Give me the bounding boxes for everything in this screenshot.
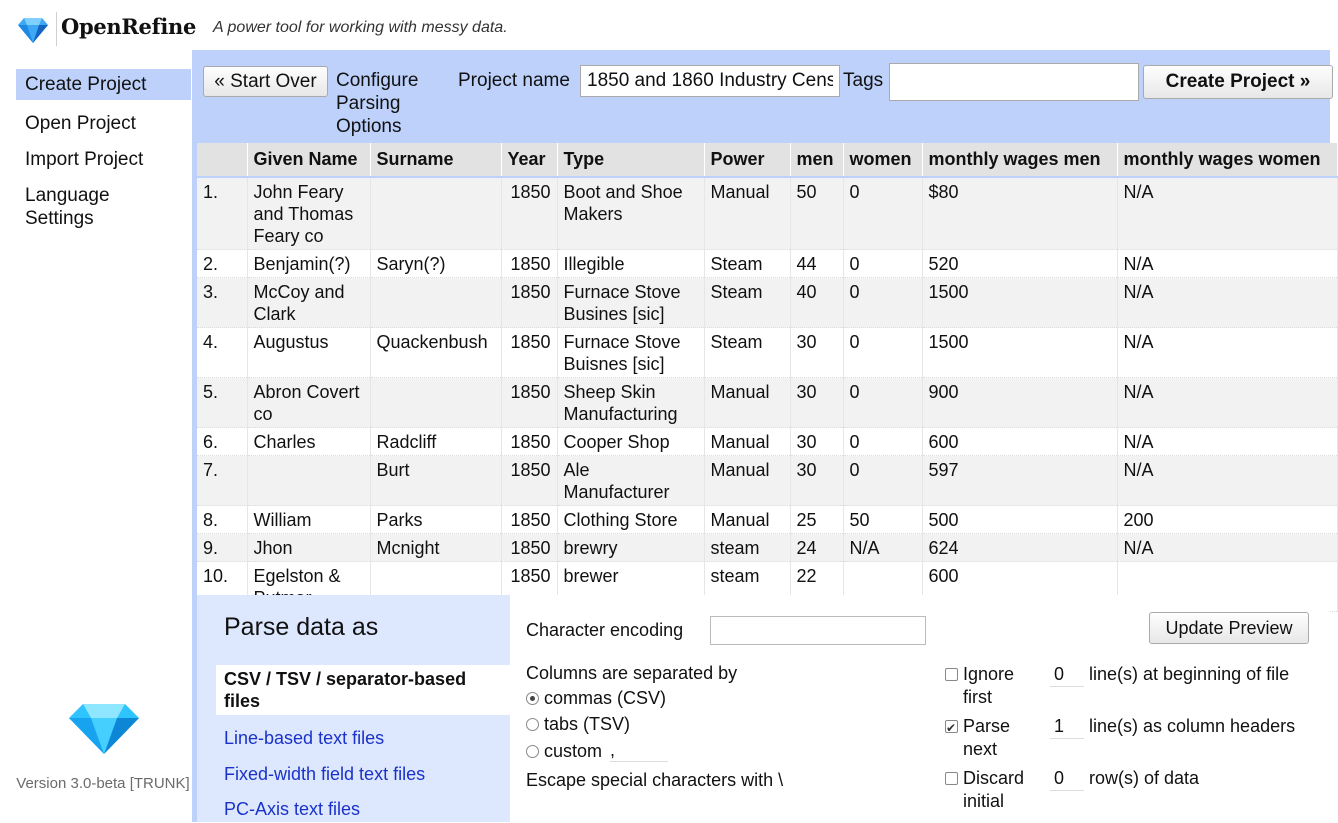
table-cell-men: 40 [790,278,843,328]
column-header-year: Year [501,143,557,177]
format-options [510,595,1330,822]
format-line-based[interactable]: Line-based text files [224,728,385,748]
table-cell-men: 50 [790,177,843,250]
radio-button[interactable] [526,745,539,758]
nav-create-project[interactable]: Create Project [16,69,191,100]
parse-header-suffix: line(s) as column headers [1089,716,1296,736]
preview-table [197,143,1338,612]
format-csv-tsv[interactable]: CSV / TSV / separator-based files [216,665,511,715]
tags-label: Tags [843,70,884,91]
table-cell-year: 1850 [501,428,557,456]
table-cell-year: 1850 [501,534,557,562]
table-cell-power: Steam [704,250,790,278]
table-cell-power: steam [704,534,790,562]
table-cell-monthly-wages-men: $80 [922,177,1117,250]
table-cell-monthly-wages-men: 900 [922,378,1117,428]
table-cell-given-name [247,456,370,506]
logo-divider [56,12,57,46]
table-cell-given-name: Charles [247,428,370,456]
table-row [197,378,1337,428]
discard-rows-checkbox[interactable] [945,772,958,785]
separator-tabs-option[interactable] [526,714,630,735]
parse-header-checkbox[interactable] [945,720,958,733]
separator-commas-option[interactable] [526,688,666,709]
table-cell-men: 44 [790,250,843,278]
parsing-toolbar [192,50,1330,142]
table-cell-women: 0 [843,278,922,328]
column-header-power: Power [704,143,790,177]
table-cell-monthly-wages-men: 1500 [922,278,1117,328]
column-header-monthly-wages-women: monthly wages women [1117,143,1337,177]
table-cell-type: Furnace Stove Busines [sic] [557,278,704,328]
nav-import-project[interactable]: Import Project [25,149,144,170]
table-cell-type: Illegible [557,250,704,278]
table-cell-year: 1850 [501,328,557,378]
table-cell-monthly-wages-men: 500 [922,506,1117,534]
start-over-button[interactable]: « Start Over [203,66,328,97]
table-cell-monthly-wages-women: N/A [1117,378,1337,428]
ignore-lines-label: Ignore first [963,664,1015,707]
ignore-lines-checkbox[interactable] [945,668,958,681]
discard-rows-input[interactable]: 0 [1050,767,1084,791]
custom-separator-input[interactable]: , [610,740,668,762]
table-cell-surname [370,177,501,250]
character-encoding-label: Character encoding [526,620,684,640]
nav-language-settings[interactable]: Language Settings [25,185,110,229]
table-row [197,250,1337,278]
version-text: Version 3.0-beta [TRUNK] [16,775,190,792]
table-cell-men: 30 [790,456,843,506]
table-row [197,534,1337,562]
table-cell-year: 1850 [501,562,557,612]
table-cell-surname: Quackenbush [370,328,501,378]
table-cell-men: 30 [790,378,843,428]
table-cell-monthly-wages-women: N/A [1117,177,1337,250]
table-cell-women: 0 [843,428,922,456]
table-cell-row-number: 3. [197,278,247,328]
ignore-lines-option [945,663,1325,711]
app-tagline: A power tool for working with messy data. [213,19,508,36]
table-cell-row-number: 6. [197,428,247,456]
column-header-surname: Surname [370,143,501,177]
table-cell-women: 0 [843,378,922,428]
table-cell-given-name: Augustus [247,328,370,378]
table-cell-power: Manual [704,378,790,428]
table-cell-monthly-wages-men: 600 [922,562,1117,612]
left-nav [0,50,192,822]
update-preview-button[interactable]: Update Preview [1149,612,1309,644]
column-header-women: women [843,143,922,177]
table-cell-given-name: Benjamin(?) [247,250,370,278]
table-cell-monthly-wages-women: N/A [1117,534,1337,562]
table-row [197,428,1337,456]
table-cell-monthly-wages-women: 200 [1117,506,1337,534]
table-row [197,177,1337,250]
table-cell-women: 0 [843,250,922,278]
table-cell-row-number: 4. [197,328,247,378]
format-fixed-width[interactable]: Fixed-width field text files [224,764,426,784]
table-cell-given-name: Egelston & [247,562,370,612]
table-row [197,506,1337,534]
diamond-logo-icon[interactable] [18,17,48,43]
diamond-icon [69,702,139,754]
table-row [197,328,1337,378]
app-header [0,0,1330,50]
format-pc-axis[interactable]: PC-Axis text files [224,799,361,819]
table-cell-surname: Mcnight [370,534,501,562]
separator-custom-label: custom [544,740,603,761]
table-cell-men: 30 [790,328,843,378]
separator-label: Columns are separated by [526,663,738,683]
table-cell-women: 0 [843,328,922,378]
radio-button-checked[interactable] [526,692,539,705]
column-header-monthly-wages-men: monthly wages men [922,143,1117,177]
app-logo-text[interactable]: OpenRefine [61,14,197,39]
table-cell-year: 1850 [501,506,557,534]
table-cell-year: 1850 [501,456,557,506]
table-cell-type: Clothing Store [557,506,704,534]
tags-input[interactable] [889,63,1139,101]
table-cell-given-name: Abron Covert co [247,378,370,428]
table-cell-monthly-wages-men: 600 [922,428,1117,456]
table-cell-surname: Saryn(?) [370,250,501,278]
table-cell-year: 1850 [501,177,557,250]
table-cell-row-number: 9. [197,534,247,562]
project-name-input[interactable] [580,65,840,97]
table-cell-type: Cooper Shop [557,428,704,456]
ignore-lines-input[interactable]: 0 [1050,663,1084,687]
table-cell-row-number: 8. [197,506,247,534]
table-cell-type: Ale Manufacturer [557,456,704,506]
parse-header-option [945,715,1325,763]
table-cell-power: Manual [704,177,790,250]
table-cell-power: Steam [704,328,790,378]
separator-tabs-label: tabs (TSV) [544,714,631,734]
table-cell-monthly-wages-women: N/A [1117,428,1337,456]
table-cell-row-number: 10. [197,562,247,612]
table-cell-power: Manual [704,428,790,456]
character-encoding-input[interactable] [710,616,926,645]
table-cell-year: 1850 [501,378,557,428]
table-cell-monthly-wages-men: 520 [922,250,1117,278]
table-cell-power: Manual [704,456,790,506]
table-cell-type: brewer [557,562,704,612]
table-cell-surname: Radcliff [370,428,501,456]
table-cell-monthly-wages-men: 1500 [922,328,1117,378]
table-cell-surname [370,378,501,428]
table-cell-women: 0 [843,177,922,250]
separator-commas-label: commas (CSV) [544,688,667,708]
table-cell-power: steam [704,562,790,612]
table-cell-monthly-wages-women: N/A [1117,456,1337,506]
main-panel [192,50,1330,822]
parse-options-panel [197,595,1330,822]
separator-custom-option[interactable] [526,740,668,762]
table-cell-men: 24 [790,534,843,562]
table-cell-monthly-wages-men: 624 [922,534,1117,562]
radio-button[interactable] [526,718,539,731]
column-header-given-name: Given Name [247,143,370,177]
table-cell-surname: Burt [370,456,501,506]
table-header-row [197,143,1337,177]
table-cell-type: Boot and Shoe Makers [557,177,704,250]
discard-rows-suffix: row(s) of data [1089,768,1200,788]
discard-rows-label: Discard initial [963,768,1025,811]
table-cell-given-name: Jhon [247,534,370,562]
table-cell-type: Furnace Stove Buisnes [sic] [557,328,704,378]
page-title: Configure Parsing Options [336,70,419,137]
table-cell-men: 30 [790,428,843,456]
table-cell-row-number: 5. [197,378,247,428]
escape-character-label: Escape special characters with \ [526,770,784,790]
table-cell-monthly-wages-women: N/A [1117,250,1337,278]
table-cell-row-number: 2. [197,250,247,278]
create-project-button[interactable]: Create Project » [1143,65,1333,99]
table-cell-power: Manual [704,506,790,534]
table-cell-surname: Parks [370,506,501,534]
table-cell-women: 0 [843,456,922,506]
table-cell-women: N/A [843,534,922,562]
table-cell-monthly-wages-women: N/A [1117,328,1337,378]
table-cell-given-name: William [247,506,370,534]
table-cell-women: 50 [843,506,922,534]
table-row [197,456,1337,506]
table-row [197,278,1337,328]
column-header-men: men [790,143,843,177]
table-cell-surname [370,278,501,328]
preview-table-container[interactable] [197,143,1330,587]
discard-rows-option [945,767,1325,815]
parse-as-title: Parse data as [224,613,379,641]
parse-header-input[interactable]: 1 [1050,715,1084,739]
table-cell-men: 25 [790,506,843,534]
table-cell-type: brewry [557,534,704,562]
nav-open-project[interactable]: Open Project [25,113,136,134]
table-cell-power: Steam [704,278,790,328]
table-cell-year: 1850 [501,250,557,278]
table-cell-monthly-wages-women: N/A [1117,278,1337,328]
table-body [197,177,1337,612]
ignore-lines-suffix: line(s) at beginning of file [1089,664,1290,684]
project-name-label: Project name [458,70,570,91]
table-cell-year: 1850 [501,278,557,328]
table-cell-type: Sheep Skin Manufacturing [557,378,704,428]
table-cell-given-name: John Feary and Thomas Feary co [247,177,370,250]
table-cell-given-name: McCoy and Clark [247,278,370,328]
column-header-row-number [197,143,247,177]
table-cell-row-number: 1. [197,177,247,250]
parse-header-label: Parse next [963,716,1011,759]
table-cell-men: 22 [790,562,843,612]
column-header-type: Type [557,143,704,177]
table-cell-monthly-wages-men: 597 [922,456,1117,506]
table-cell-row-number: 7. [197,456,247,506]
